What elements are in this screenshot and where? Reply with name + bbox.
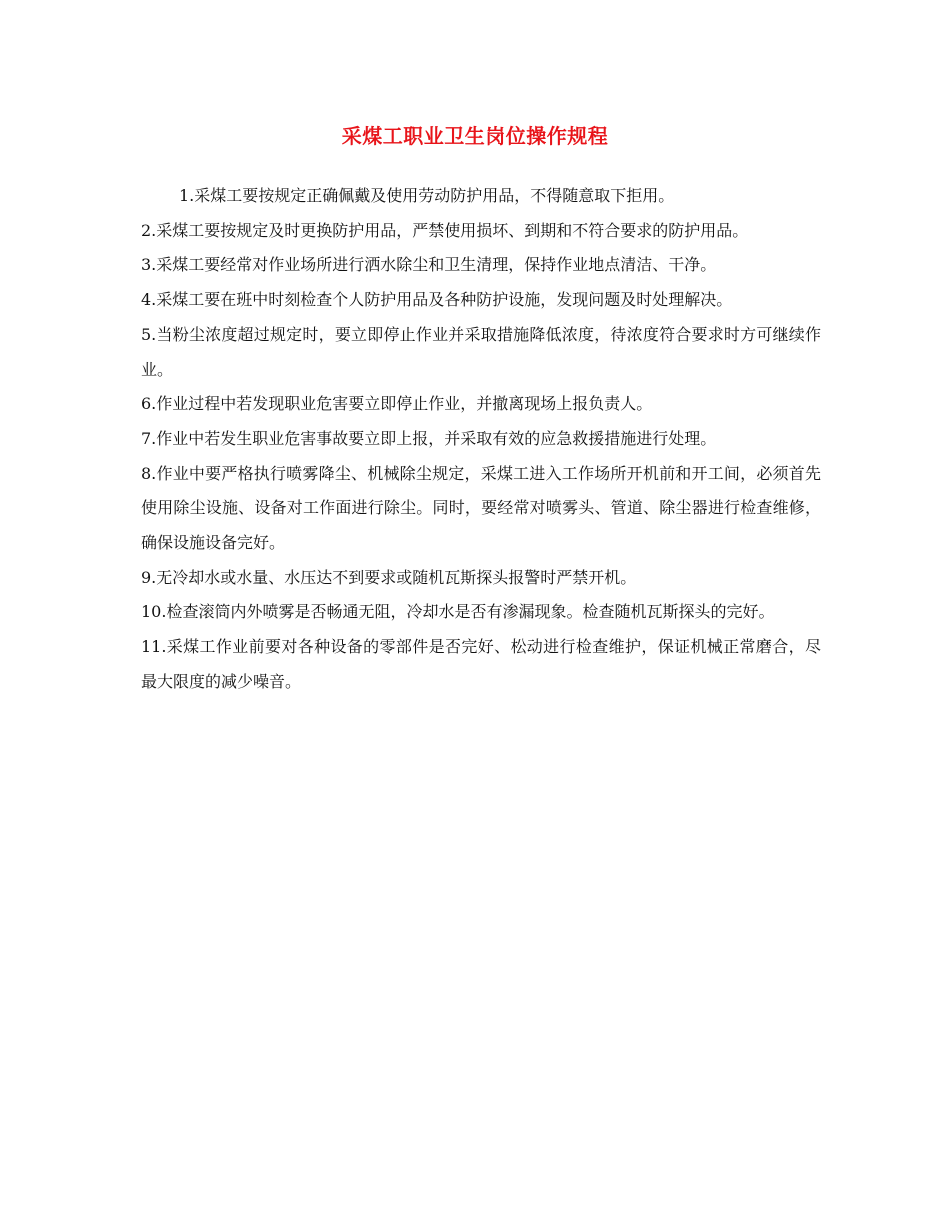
paragraph-11: 11.采煤工作业前要对各种设备的零部件是否完好、松动进行检查维护，保证机械正常磨合，尽最大限度的减少噪音。 [141, 637, 821, 691]
paragraph-8: 8.作业中要严格执行喷雾降尘、机械除尘规定，采煤工进入工作场所开机前和开工间，必须首先使用除尘设施、设备对工作面进行除尘。同时，要经常对喷雾头、管道、除尘器进行检查维修，确保设施设备完好。 [141, 463, 821, 553]
document-title: 采煤工职业卫生岗位操作规程 [341, 124, 609, 148]
paragraph-3: 3.采煤工要经常对作业场所进行洒水除尘和卫生清理，保持作业地点清洁、干净。 [141, 255, 717, 275]
paragraph-7: 7.作业中若发生职业危害事故要立即上报，并采取有效的应急救援措施进行处理。 [141, 428, 717, 448]
paragraph-1: 1.采煤工要按规定正确佩戴及使用劳动防护用品，不得随意取下拒用。 [179, 186, 675, 205]
paragraph-5: 5.当粉尘浓度超过规定时，要立即停止作业并采取措施降低浓度，待浓度符合要求时方可继续作业。 [141, 324, 821, 379]
paragraph-9: 9.无冷却水或水量、水压达不到要求或随机瓦斯探头报警时严禁开机。 [141, 567, 637, 587]
paragraph-10: 10.检查滚筒内外喷雾是否畅通无阻，冷却水是否有渗漏现象。检查随机瓦斯探头的完好。 [141, 602, 775, 622]
paragraph-2: 2.采煤工要按规定及时更换防护用品，严禁使用损坏、到期和不符合要求的防护用品。 [141, 220, 749, 240]
paragraph-4: 4.采煤工要在班中时刻检查个人防护用品及各种防护设施，发现问题及时处理解决。 [141, 290, 733, 310]
document-body [141, 179, 821, 700]
paragraph-6: 6.作业过程中若发现职业危害要立即停止作业，并撤离现场上报负责人。 [141, 394, 653, 414]
